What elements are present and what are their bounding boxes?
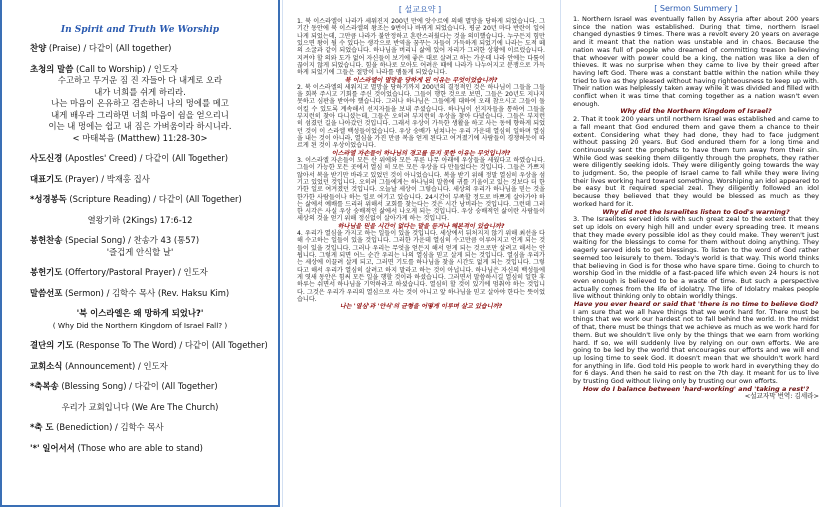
ko-paragraph: 2. 북 이스라엘의 세워지고 멸망을 당하기까지 200년의 결정적인 것은 하나님이 그들을 그들을 회복 주시고 기회를 주신 것이었습니다. 그들이 행한 것으로 보면, 그들은 20년도 지나지 못하고 심판을 받아야 했습니다. 그러나 하나님은 그들에게 대하여 오래 참으시고 그들이 돌이킬 수 있도록 계속해서 선지자들을 보내 주셨습니다. 하나님이 선지자들을 통하여 그들을 부지런히 찾아 다니셨는데, 그들은 오히려 부지런히 우상을 찾아 다녔습니다. 그들은 부지런히 섬겼던 길을 나아갔던 것입니다. 그래서 우상이 가득한 생활을 하고 사는 동에 향하게 되었던 것이 이 스라엘 백성들이었습니다. 우상 숭배가 넘쳐나는 우리 가운데 열심히 일하며 열심을 내는 것이 아니라, 열심을 가진 만큼 복을 얻게 된다고 여겨졌기에 사람들이 경쟁하듯이 따르게 된 것이 우상이었습니다. — [297, 83, 545, 150]
order-praise: 찬양 (Praise) / 다같이 (All together) — [30, 43, 172, 53]
special-song-title: '즐겁게 안식할 날' — [106, 246, 174, 257]
korean-summary-title: [ 설교요약 ] — [398, 5, 442, 14]
worship-title: In Spirit and Truth We Worship — [60, 25, 220, 35]
order-standing-note: '*' 일어서서 (Those who are able to stand) — [30, 442, 203, 453]
ko-paragraph: 4. 우리가 열심을 가지고 하는 일들이 있을 것입니다. 세상에서 뒤처지지 않기 위해 최선을 다해 수고하는 일들이 있을 것입니다. 그러한 가운데 열심히 수고만큼 이루어지고 언게 되는 것들이 있을 것입니다. 그러나 우리는 무엇을 얻든지 해서 얻게 되는 것으로만 살려고 해서는 안됩니다. 그렇게 되면 어느 순간 우리는 나의 열심을 믿고 살게 되는 것입니다. 열심을 우리가는 세상에 이끌려 살게 되고, 그러면 기도를 하나님을 찾을 시간도 없게 되는 것입니다. 그렇다고 해서 우리가 열심히 살려고 하지 말라고 하는 것이 아닙니다. 하나님은 자신의 백성들에게 엿새 동안은 힘써 모든 일을 행할 것이라 하셨습니다. 그러면서 말씀하시길 열심히 일한 후 하루는 쉬면서 하나님을 기억하라고 하셨습니다. 열심히 할 것이 있기에 멈춰야 하는 것입니다. 그것은 우리가 우리의 열심으로 사는 것이 아니고 앞 하나님을 믿고 살아야 한다는 뜻이었습니다. — [297, 230, 545, 303]
call-line: 수고하고 무거운 짐 진 자들아 다 내게로 오라 — [57, 75, 223, 85]
divider — [560, 0, 561, 507]
en-question: How do I balance between 'hard-working' and 'taking a rest'? — [582, 384, 810, 393]
ko-paragraph: 3. 이스라엘 자손들이 모든 산 위에와 모든 푸른 나무 아래에 우상들을 세웠다고 하였습니다. 그들이 가능한 모든 곳에서 열심 히 모든 모든 우상을 다 만들었다는 것입니다. 그들은 가쁘지 않아서 복을 받기만 바라고 있었던 것이 아니었습니다. 복을 받기 위해 정말 열심히 우상을 섬기고 있었던 것입니다. 오히려 그들에게는 하나님의 말씀에 귀를 기울이고 있는 것보다 더 한가한 일로 여겨졌던 것입니다. 오늘날 세상이 그렇습니다. 세상의 우리가 하나님을 믿는 것을 한가한 사람들이나 하는 일로 여기고 있습니다. 24시간이 부족할 정도로 바쁘게 살아가야 하는 삶에서 예배를 드리러 위해서 교회를 찾는다는 것은 시간 낭비라는 것입니다. 그런데 그러한 시각은 사실 우상 숭배적인 삶에서 나오게 되는 것입니다. 우상 숭배적인 삶이란 사람들이 세상의 것을 얻기 위해 정신없이 살아가게 하는 것입니다. — [297, 156, 545, 223]
order-response: 결단의 기도 (Response To The Word) / 다같이 (All Together) — [30, 340, 268, 350]
en-question: Why did not the Israelites listen to God's warning? — [602, 207, 790, 216]
order-prayer: 대표기도 (Prayer) / 박재홍 집사 — [30, 173, 150, 184]
sermon-title: '북 이스라엘은 왜 망하게 되었나?' — [76, 308, 204, 318]
en-paragraph: 3. The Israelites served idols with such great zeal to the extent that they set up idols on every high hill and under every spreading tree. It means that they made every possible idol as they could make. They weren't just waiting for the blessings to come for them without doing anything. They eagerly served idols to get blessings. To listen to the word of God rather seemed too leisurely to them. Today's world is that way. This world thinks that believing in God is for those who have spare time. Going to church to worship God in the middle of a fast-paced life which even 24 hours is not even enough is believed to be a waste of time. But such a perspective actually comes from the life of idolatry. The life of Idolatry makes people live without thinking only to obtain worldly things. — [573, 215, 819, 301]
en-paragraph: I am sure that we all have things that we work hard for. There must be things that we work our hardest not to fall behind the world. In the midst of that, there must be things that we achieve as much as we work hard for them. But we shouldn't live only by the things that we earn from working hard. If so, we will suddenly live by relying on our own efforts. We are going to be led by the world that encourages our efforts and we will end up losing time to seek God. It doesn't mean that we shouldn't work hard for anything in life. God told His people to work hard in everything they do for 6 days. And then he said to rest on the 7th day. It meant for us to live by trusting God without living only by trusting our own efforts. — [573, 307, 819, 386]
worship-order-panel — [0, 0, 280, 507]
divider — [282, 0, 283, 507]
translator-credit: <설교자막 번역: 김세라> — [744, 392, 819, 401]
order-scripture: *성경봉독 (Scripture Reading) / 다같이 (All Together) — [30, 194, 242, 204]
ko-question: 하나님을 믿을 시간이 없다는 말을 듣거나 해본적이 있습니까? — [337, 222, 505, 230]
sermon-title-en: ( Why Did the Northern Kingdom of Israel Fall? ) — [52, 320, 228, 330]
english-summary-title: [ Sermon Summery ] — [654, 4, 738, 13]
en-question: Have you ever heard or said that 'there is no time to believe God? — [573, 300, 819, 309]
call-line: 내게 배우라 그리하면 너희 마음이 쉼을 얻으리니 — [51, 109, 229, 120]
order-special-song: 봉헌찬송 (Special Song) / 찬송가 43 (통57) — [30, 235, 200, 245]
order-call-to-worship: 초청의 말씀 (Call to Worship) / 인도자 — [30, 63, 179, 74]
korean-summary-panel — [285, 0, 555, 507]
ko-question: 이스라엘 자손들이 하나님의 경고를 듣지 못한 이유는 무엇입니까? — [331, 149, 511, 157]
order-benediction: *축 도 (Benediction) / 김학수 목사 — [30, 422, 164, 432]
call-line: 내가 너희를 쉬게 하리라. — [94, 86, 186, 97]
order-creed: 사도신경 (Apostles' Creed) / 다같이 (All Together) — [30, 153, 229, 163]
call-reference: < 마태복음 (Matthew) 11:28-30> — [72, 132, 208, 143]
call-line: 이는 내 멍에는 쉽고 내 짐은 가벼움이라 하시니라. — [48, 121, 232, 131]
blessing-song-title: 우리가 교회입니다 (We Are The Church) — [61, 401, 219, 412]
order-offertory: 봉헌기도 (Offertory/Pastoral Prayer) / 인도자 — [30, 267, 208, 277]
order-blessing-song: *축복송 (Blessing Song) / 다같이 (All Together) — [30, 381, 218, 391]
ko-question: 나는 '열심'과 '안식'의 균형을 어떻게 이루며 살고 있습니까? — [339, 303, 503, 311]
en-question: Why did the Northern Kingdom of Israel? — [620, 107, 772, 116]
order-announcement: 교회소식 (Announcement) / 인도자 — [30, 360, 168, 371]
scripture-reference: 열왕기하 (2Kings) 17:6-12 — [87, 214, 193, 225]
ko-paragraph: 1. 북 이스라엘이 나라가 세워진지 200년 만에 앗수르에 의해 멸망을 당하게 되었습니다. 그 기간 동안에 북 이스라엘의 왕조는 9번이나 바뀌게 되었습니다. 평균 20년 마다 반란이 일어나게 되었는데, 그만큼 나라가 불안정하고 혼란스러웠다는 것을 의미했습니다. 누구든지 힘만 있으면 왕이 될 수 있다는 생각으로 반역을 꿈꾸는 자들이 가득하게 되었기에 나라는 도적 떼의 소굴과 같이 되었습니다. 하나님을 버리니 삶에 있어 자리가 그러한 상황에 이르렀습니다. 지켜야 할 의와 도가 없어 자신들이 보기에 좋은 대로 살려고 하는 가운데 나라 안에는 다툼이 끊이지 않게 되었습니다. 힘을 하나로 모아도 어려운 때에 나라가 나누어지고 분쟁으로 가득하게 되었기에 그들은 절망이 나라를 맴돌게 되었습니다. — [297, 18, 545, 77]
en-paragraph: 1. Northern Israel was eventually fallen by Assyria after about 200 years since the nation was established. During that time, northern Israel changed dynasties 9 times. There was a revolt every 20 years on average and it meant that the nation was unstable and in chaos. Because the nation was full of people who dreamed of committing treason believing that whoever with power could be a king, the nation was like a den of thieves. It was no surprise when they came to live by their greed after having left God. There was a constant battle within the nation while they tried to live as they pleased without having righteousness to keep up with. Their nation was helplessly taken away while it was divided and filled with conflict when it was time that coming together as a nation wasn't even enough. — [573, 15, 819, 108]
english-summary-panel — [565, 0, 827, 507]
call-line: 나는 마음이 온유하고 겸손하니 나의 멍에를 메고 — [51, 98, 229, 108]
en-paragraph: 2. That it took 200 years until northern Israel was established and came to a fall meant that God endured them and gave them a chance to their extent. Considering what they had done, they had to face judgment without passing 20 years. But God endured them for a long time and continuously sent the prophets to have them turn away from their sin. While God was seeking them diligently through the prophets, they rather were diligently seeking idols. They were diligently going towards the way to judgment. So, the people of Israel came to fall while they were living their lives working hard toward something. Worshiping an idol appeared to be easy but it required special zeal. They diligently followed an idol because they believed that they would be blessed as much as they worked hard for it. — [573, 115, 819, 208]
order-sermon: 말씀선포 (Sermon) / 김학수 목사 (Rev. Haksu Kim) — [30, 287, 230, 298]
ko-question: 북 이스라엘이 멸망을 당하게 된 이유는 무엇이었습니까? — [344, 76, 498, 84]
